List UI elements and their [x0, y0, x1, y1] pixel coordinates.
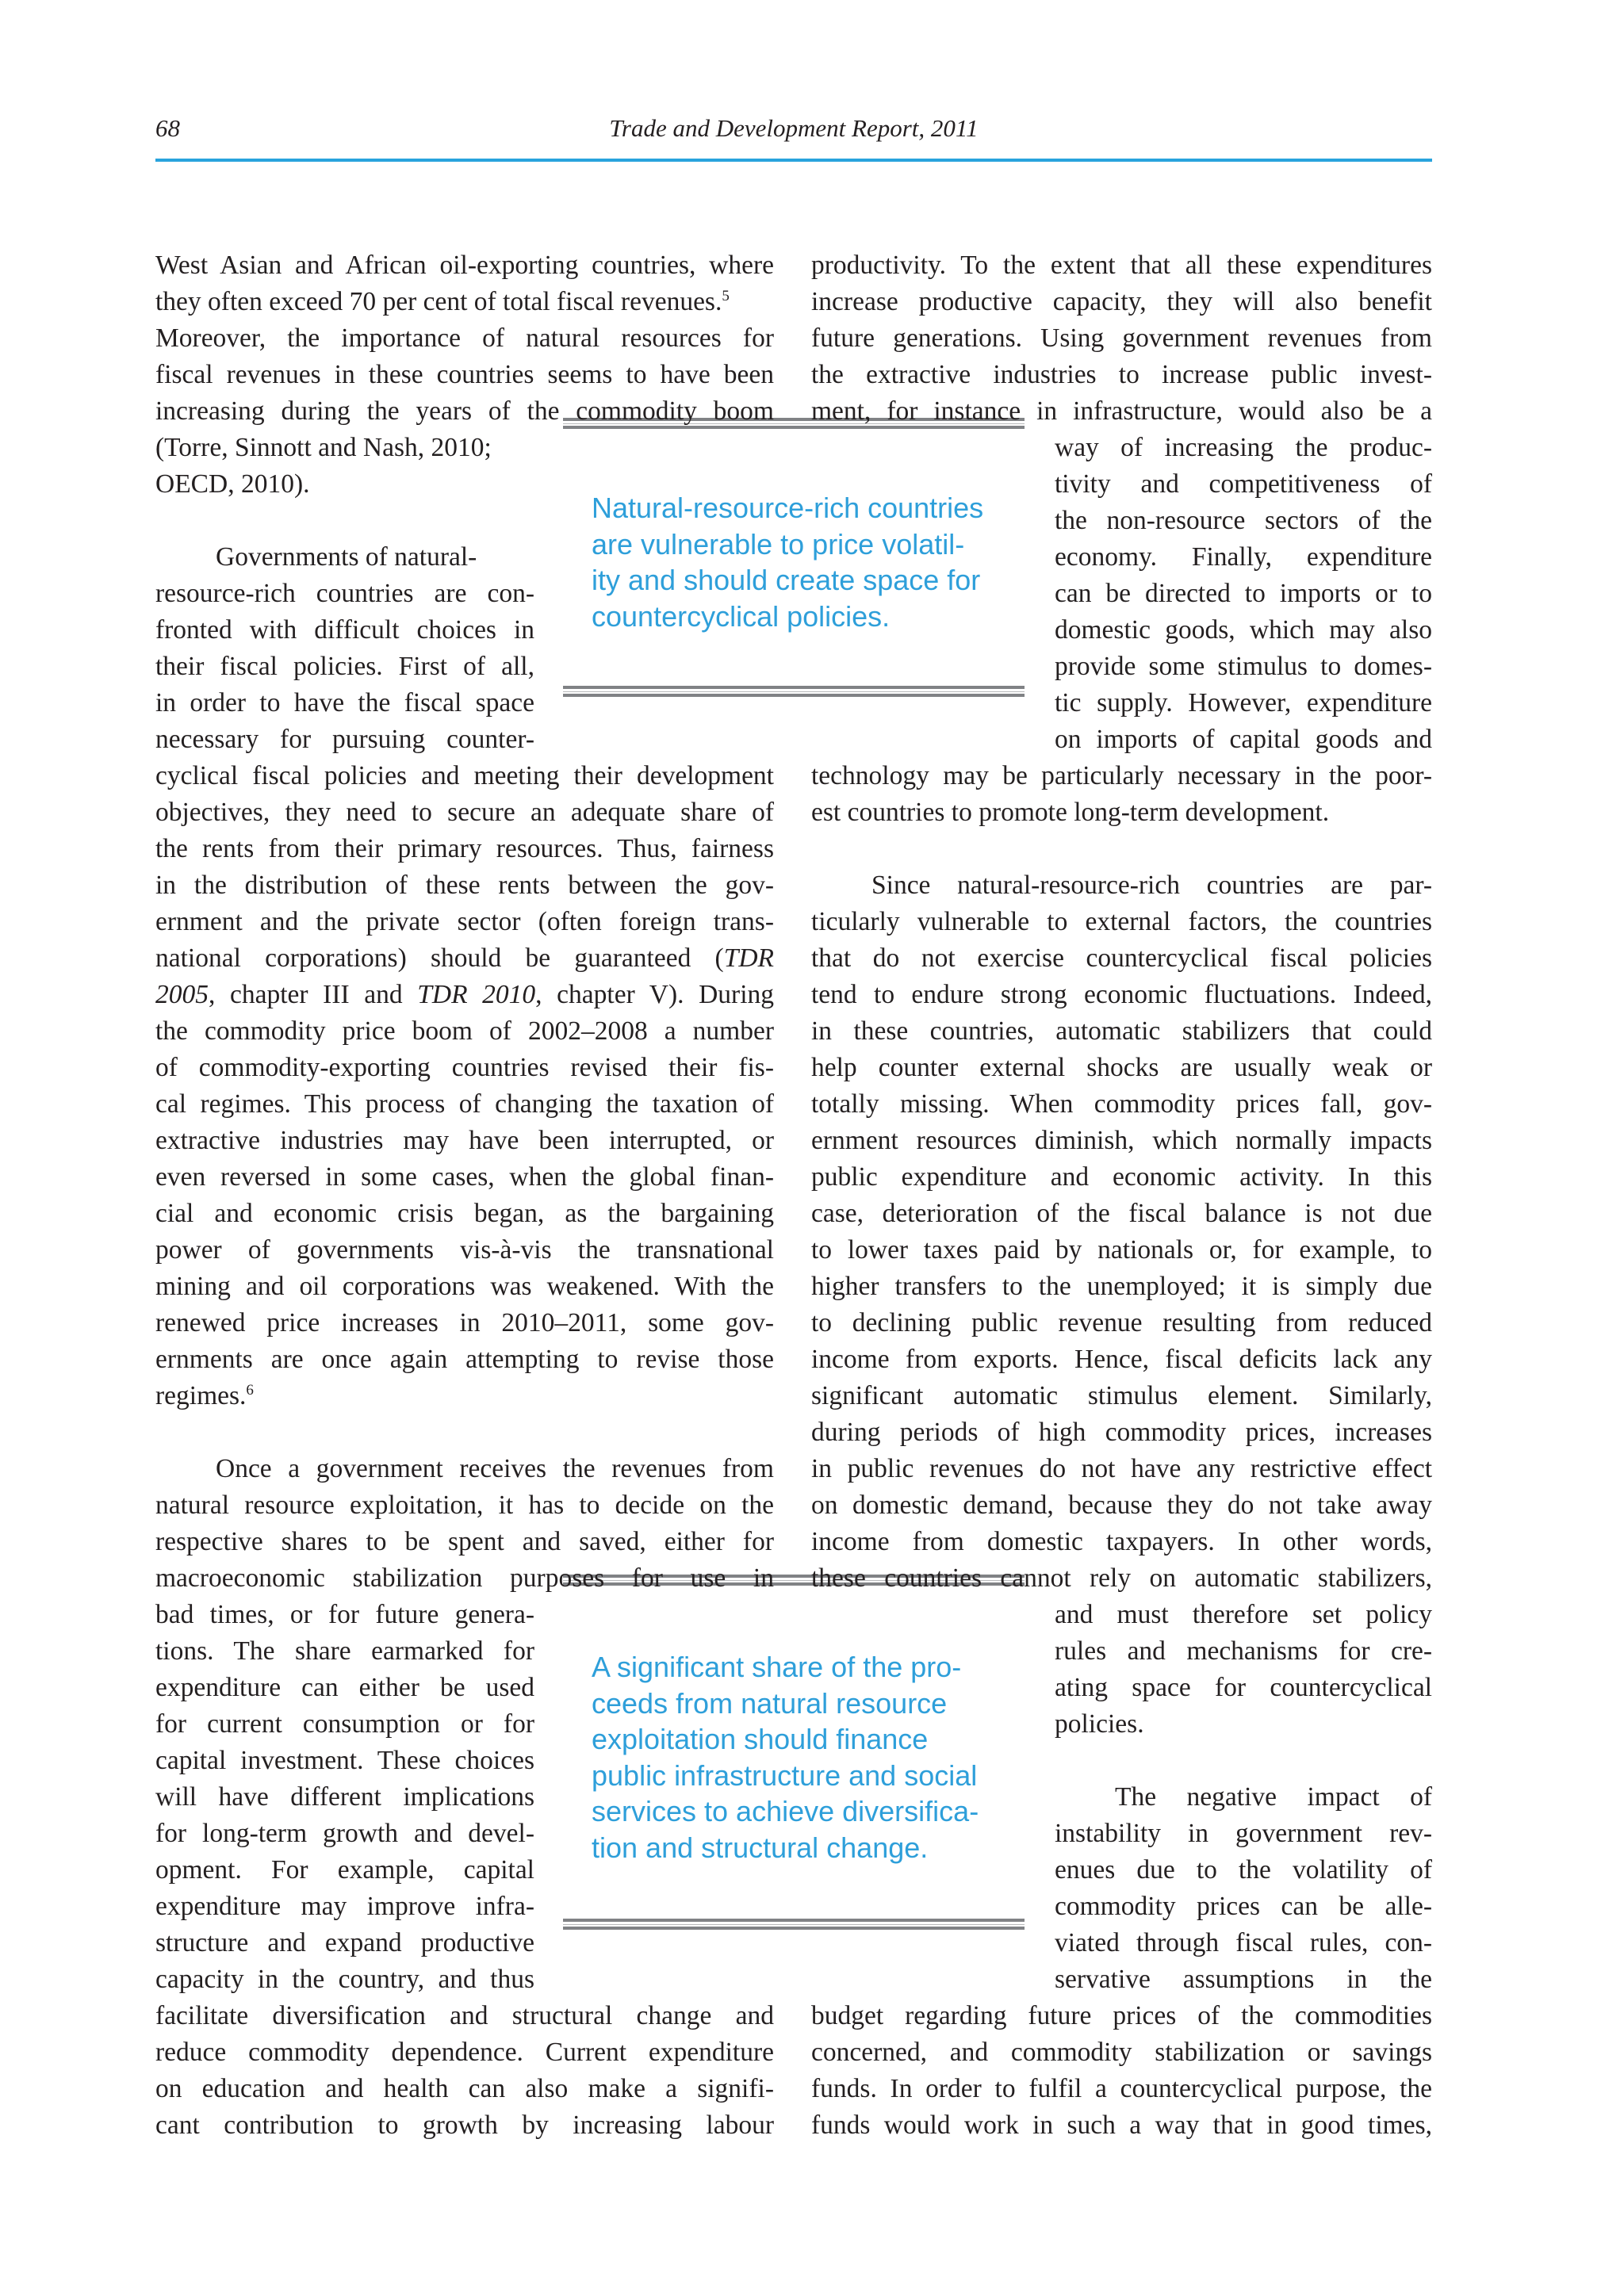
left-column-text-line: extractive industries may have been interrupted, or: [155, 1126, 774, 1155]
right-column-text-line: income from exports. Hence, fiscal deficits lack any: [811, 1345, 1432, 1374]
callout-1-text: [592, 490, 1020, 634]
left-column-text-line: (Torre, Sinnott and Nash, 2010;: [155, 433, 492, 462]
right-column-text-line: est countries to promote long-term development.: [811, 798, 1330, 827]
right-column-text-line: tend to endure strong economic fluctuations. Indeed,: [811, 980, 1432, 1009]
right-column-text-line: commodity prices can be alle-: [1055, 1892, 1432, 1921]
left-column-text-line: necessary for pursuing counter-: [155, 725, 534, 754]
right-column-text-line: policies.: [1055, 1709, 1144, 1739]
left-column-text-line: West Asian and African oil-exporting countries, where: [155, 251, 774, 280]
callout-1-line: countercyclical policies.: [592, 599, 891, 633]
right-column-text-line: domestic goods, which may also: [1055, 615, 1432, 645]
left-column-text-line: capital investment. These choices: [155, 1746, 534, 1775]
right-column-text-line: totally missing. When commodity prices fall, gov-: [811, 1089, 1432, 1119]
left-column-text-line: Once a government receives the revenues from: [216, 1454, 774, 1483]
right-column-text-line: on domestic demand, because they do not take away: [811, 1490, 1432, 1520]
callout-1-line: ity and should create space for: [592, 564, 981, 596]
right-column-text-line: The negative impact of: [1115, 1782, 1432, 1812]
left-column-text-line: bad times, or for future genera-: [155, 1600, 534, 1629]
left-column-text-line: expenditure may improve infra-: [155, 1892, 534, 1921]
right-column-text-line: ating space for countercyclical: [1055, 1673, 1432, 1702]
right-column-text-line: tivity and competitiveness of: [1055, 469, 1432, 499]
right-column-text-line: funds. In order to fulfil a countercyclical purpose, the: [811, 2074, 1432, 2103]
header-rule: [155, 159, 1432, 162]
callout-2-line: A significant share of the pro-: [592, 1651, 962, 1683]
right-column-text-line: higher transfers to the unemployed; it is simply due: [811, 1272, 1432, 1301]
right-column-text-line: economy. Finally, expenditure: [1055, 542, 1432, 572]
callout-2-text: [592, 1649, 1020, 1866]
right-column-text-line: funds would work in such a way that in good times,: [811, 2110, 1432, 2140]
right-column-text-line: to declining public revenue resulting from reduced: [811, 1308, 1432, 1337]
left-column-text-line: in the distribution of these rents between the gov-: [155, 871, 774, 900]
right-column-text-line: help counter external shocks are usually weak or: [811, 1053, 1432, 1082]
left-column-text-line: cal regimes. This process of changing the taxation of: [155, 1089, 774, 1119]
right-column-text-line: ment, for instance in infrastructure, would also be a: [811, 396, 1432, 426]
left-column-text-line: opment. For example, capital: [155, 1855, 534, 1885]
left-column-text-line: reduce commodity dependence. Current expenditure: [155, 2038, 774, 2067]
callout-2-line: services to achieve diversifica-: [592, 1795, 979, 1827]
right-column-text-line: and must therefore set policy: [1055, 1600, 1432, 1629]
left-column-text-line: national corporations) should be guaranteed (TDR: [155, 943, 774, 973]
right-column-text-line: in public revenues do not have any restrictive effect: [811, 1454, 1432, 1483]
right-column-text-line: the non-resource sectors of the: [1055, 506, 1432, 535]
left-column-text-line: for long-term growth and devel-: [155, 1819, 534, 1848]
left-column-text-line: increasing during the years of the commodity boom: [155, 396, 774, 426]
right-column-text-line: these countries cannot rely on automatic stabilizers,: [811, 1563, 1432, 1593]
footnote-mark: 5: [722, 288, 730, 304]
left-column-text-line: Governments of natural-: [216, 542, 477, 572]
right-column-text-line: public expenditure and economic activity. In this: [811, 1162, 1432, 1192]
left-column-text-line: facilitate diversification and structural change and: [155, 2001, 774, 2030]
right-column-text-line: enues due to the volatility of: [1055, 1855, 1432, 1885]
right-column-text-line: provide some stimulus to domes-: [1055, 652, 1432, 681]
callout-2-line: ceeds from natural resource: [592, 1686, 948, 1720]
right-column-text-line: instability in government rev-: [1055, 1819, 1432, 1848]
footnote-mark: 6: [246, 1382, 254, 1399]
callout-2-line: exploitation should finance: [592, 1723, 929, 1755]
right-column-text-line: ticularly vulnerable to external factors, the countries: [811, 907, 1432, 936]
left-column-text-line: power of governments vis-à-vis the transnational: [155, 1235, 774, 1265]
right-column-text-line: budget regarding future prices of the commodities: [811, 2001, 1432, 2030]
left-column-text-line: ernments are once again attempting to revise those: [155, 1345, 774, 1374]
left-column-text-line: cant contribution to growth by increasing labour: [155, 2110, 774, 2140]
right-column-text-line: can be directed to imports or to: [1055, 579, 1432, 608]
right-column-text-line: the extractive industries to increase public invest-: [811, 360, 1432, 389]
left-column-text-line: the rents from their primary resources. Thus, fairness: [155, 834, 774, 863]
right-column-text-line: increase productive capacity, they will also benefit: [811, 287, 1432, 316]
right-column-text-line: that do not exercise countercyclical fiscal policies: [811, 943, 1432, 973]
left-column-text-line: regimes.$^6$: [155, 1381, 254, 1410]
left-column-text-line: their fiscal policies. First of all,: [155, 652, 534, 681]
left-column-text-line: mining and oil corporations was weakened. With the: [155, 1272, 774, 1301]
left-column-text-line: renewed price increases in 2010–2011, some gov-: [155, 1308, 774, 1337]
callout-2-bottom-rule: [563, 1919, 1025, 1930]
right-column-text-line: way of increasing the produc-: [1055, 433, 1432, 462]
right-column-text-line: ernment resources diminish, which normally impacts: [811, 1126, 1432, 1155]
right-column-text-line: in these countries, automatic stabilizers that could: [811, 1016, 1432, 1046]
callout-2-line: public infrastructure and social: [592, 1758, 978, 1792]
left-column-text-line: 2005, chapter III and TDR 2010, chapter V). During: [155, 980, 774, 1009]
right-column-text-line: future generations. Using government revenues from: [811, 323, 1432, 353]
left-column-text-line: fronted with difficult choices in: [155, 615, 534, 645]
page-number: 68: [155, 114, 180, 142]
left-column-text-line: ernment and the private sector (often foreign trans-: [155, 907, 774, 936]
left-column-text-line: expenditure can either be used: [155, 1673, 534, 1702]
right-column-text-line: concerned, and commodity stabilization or savings: [811, 2038, 1432, 2067]
left-column-text-line: structure and expand productive: [155, 1928, 534, 1957]
left-column-text-line: they often exceed 70 per cent of total fiscal revenues.$^5$: [155, 287, 730, 316]
left-column-text-line: objectives, they need to secure an adequate share of: [155, 798, 774, 827]
left-column-text-line: fiscal revenues in these countries seems to have been: [155, 360, 774, 389]
left-column-text-line: for current consumption or for: [155, 1709, 534, 1739]
right-column-text-line: to lower taxes paid by nationals or, for example, to: [811, 1235, 1432, 1265]
right-column-text-line: income from domestic taxpayers. In other words,: [811, 1527, 1432, 1556]
right-column-text-line: tic supply. However, expenditure: [1055, 688, 1432, 718]
left-column-text-line: cial and economic crisis began, as the bargaining: [155, 1199, 774, 1228]
callout-1-line: are vulnerable to price volatil-: [592, 527, 965, 561]
page-header: [155, 111, 1432, 162]
left-column-text-line: resource-rich countries are con-: [155, 579, 534, 608]
left-column-text-line: even reversed in some cases, when the global finan-: [155, 1162, 774, 1192]
left-column-text-line: on education and health can also make a signifi-: [155, 2074, 774, 2103]
callout-2-line: tion and structural change.: [592, 1831, 929, 1864]
right-column-text-line: productivity. To the extent that all these expenditures: [811, 251, 1432, 280]
callout-1-line: Natural-resource-rich countries: [592, 492, 984, 524]
left-column-text-line: the commodity price boom of 2002–2008 a number: [155, 1016, 774, 1046]
left-column-text-line: respective shares to be spent and saved, either for: [155, 1527, 774, 1556]
right-column-text-line: during periods of high commodity prices, increases: [811, 1418, 1432, 1447]
left-column-text-line: in order to have the fiscal space: [155, 688, 534, 718]
right-column-text-line: rules and mechanisms for cre-: [1055, 1636, 1432, 1666]
left-column-text-line: OECD, 2010).: [155, 469, 310, 499]
right-column-text-line: Since natural-resource-rich countries are par-: [871, 871, 1432, 900]
right-column-text-line: viated through fiscal rules, con-: [1055, 1928, 1432, 1957]
left-column-text-line: macroeconomic stabilization purposes for use in: [155, 1563, 774, 1593]
right-column-text-line: significant automatic stimulus element. Similarly,: [811, 1381, 1432, 1410]
right-column-text-line: technology may be particularly necessary in the poor-: [811, 761, 1432, 790]
callout-1-bottom-rule: [563, 686, 1025, 697]
left-column-text-line: tions. The share earmarked for: [155, 1636, 534, 1666]
left-column-text-line: Moreover, the importance of natural resources for: [155, 323, 774, 353]
left-column-text-line: will have different implications: [155, 1782, 534, 1812]
left-column-text-line: natural resource exploitation, it has to decide on the: [155, 1490, 774, 1520]
running-title: Trade and Development Report, 2011: [609, 114, 979, 142]
left-column-text-line: cyclical fiscal policies and meeting their development: [155, 761, 774, 790]
right-column-text-line: servative assumptions in the: [1055, 1965, 1432, 1994]
left-column-text-line: capacity in the country, and thus: [155, 1965, 534, 1994]
right-column-text-line: on imports of capital goods and: [1055, 725, 1432, 754]
right-column-text-line: case, deterioration of the fiscal balance is not due: [811, 1199, 1432, 1228]
left-column-text-line: of commodity-exporting countries revised their fis-: [155, 1053, 774, 1082]
